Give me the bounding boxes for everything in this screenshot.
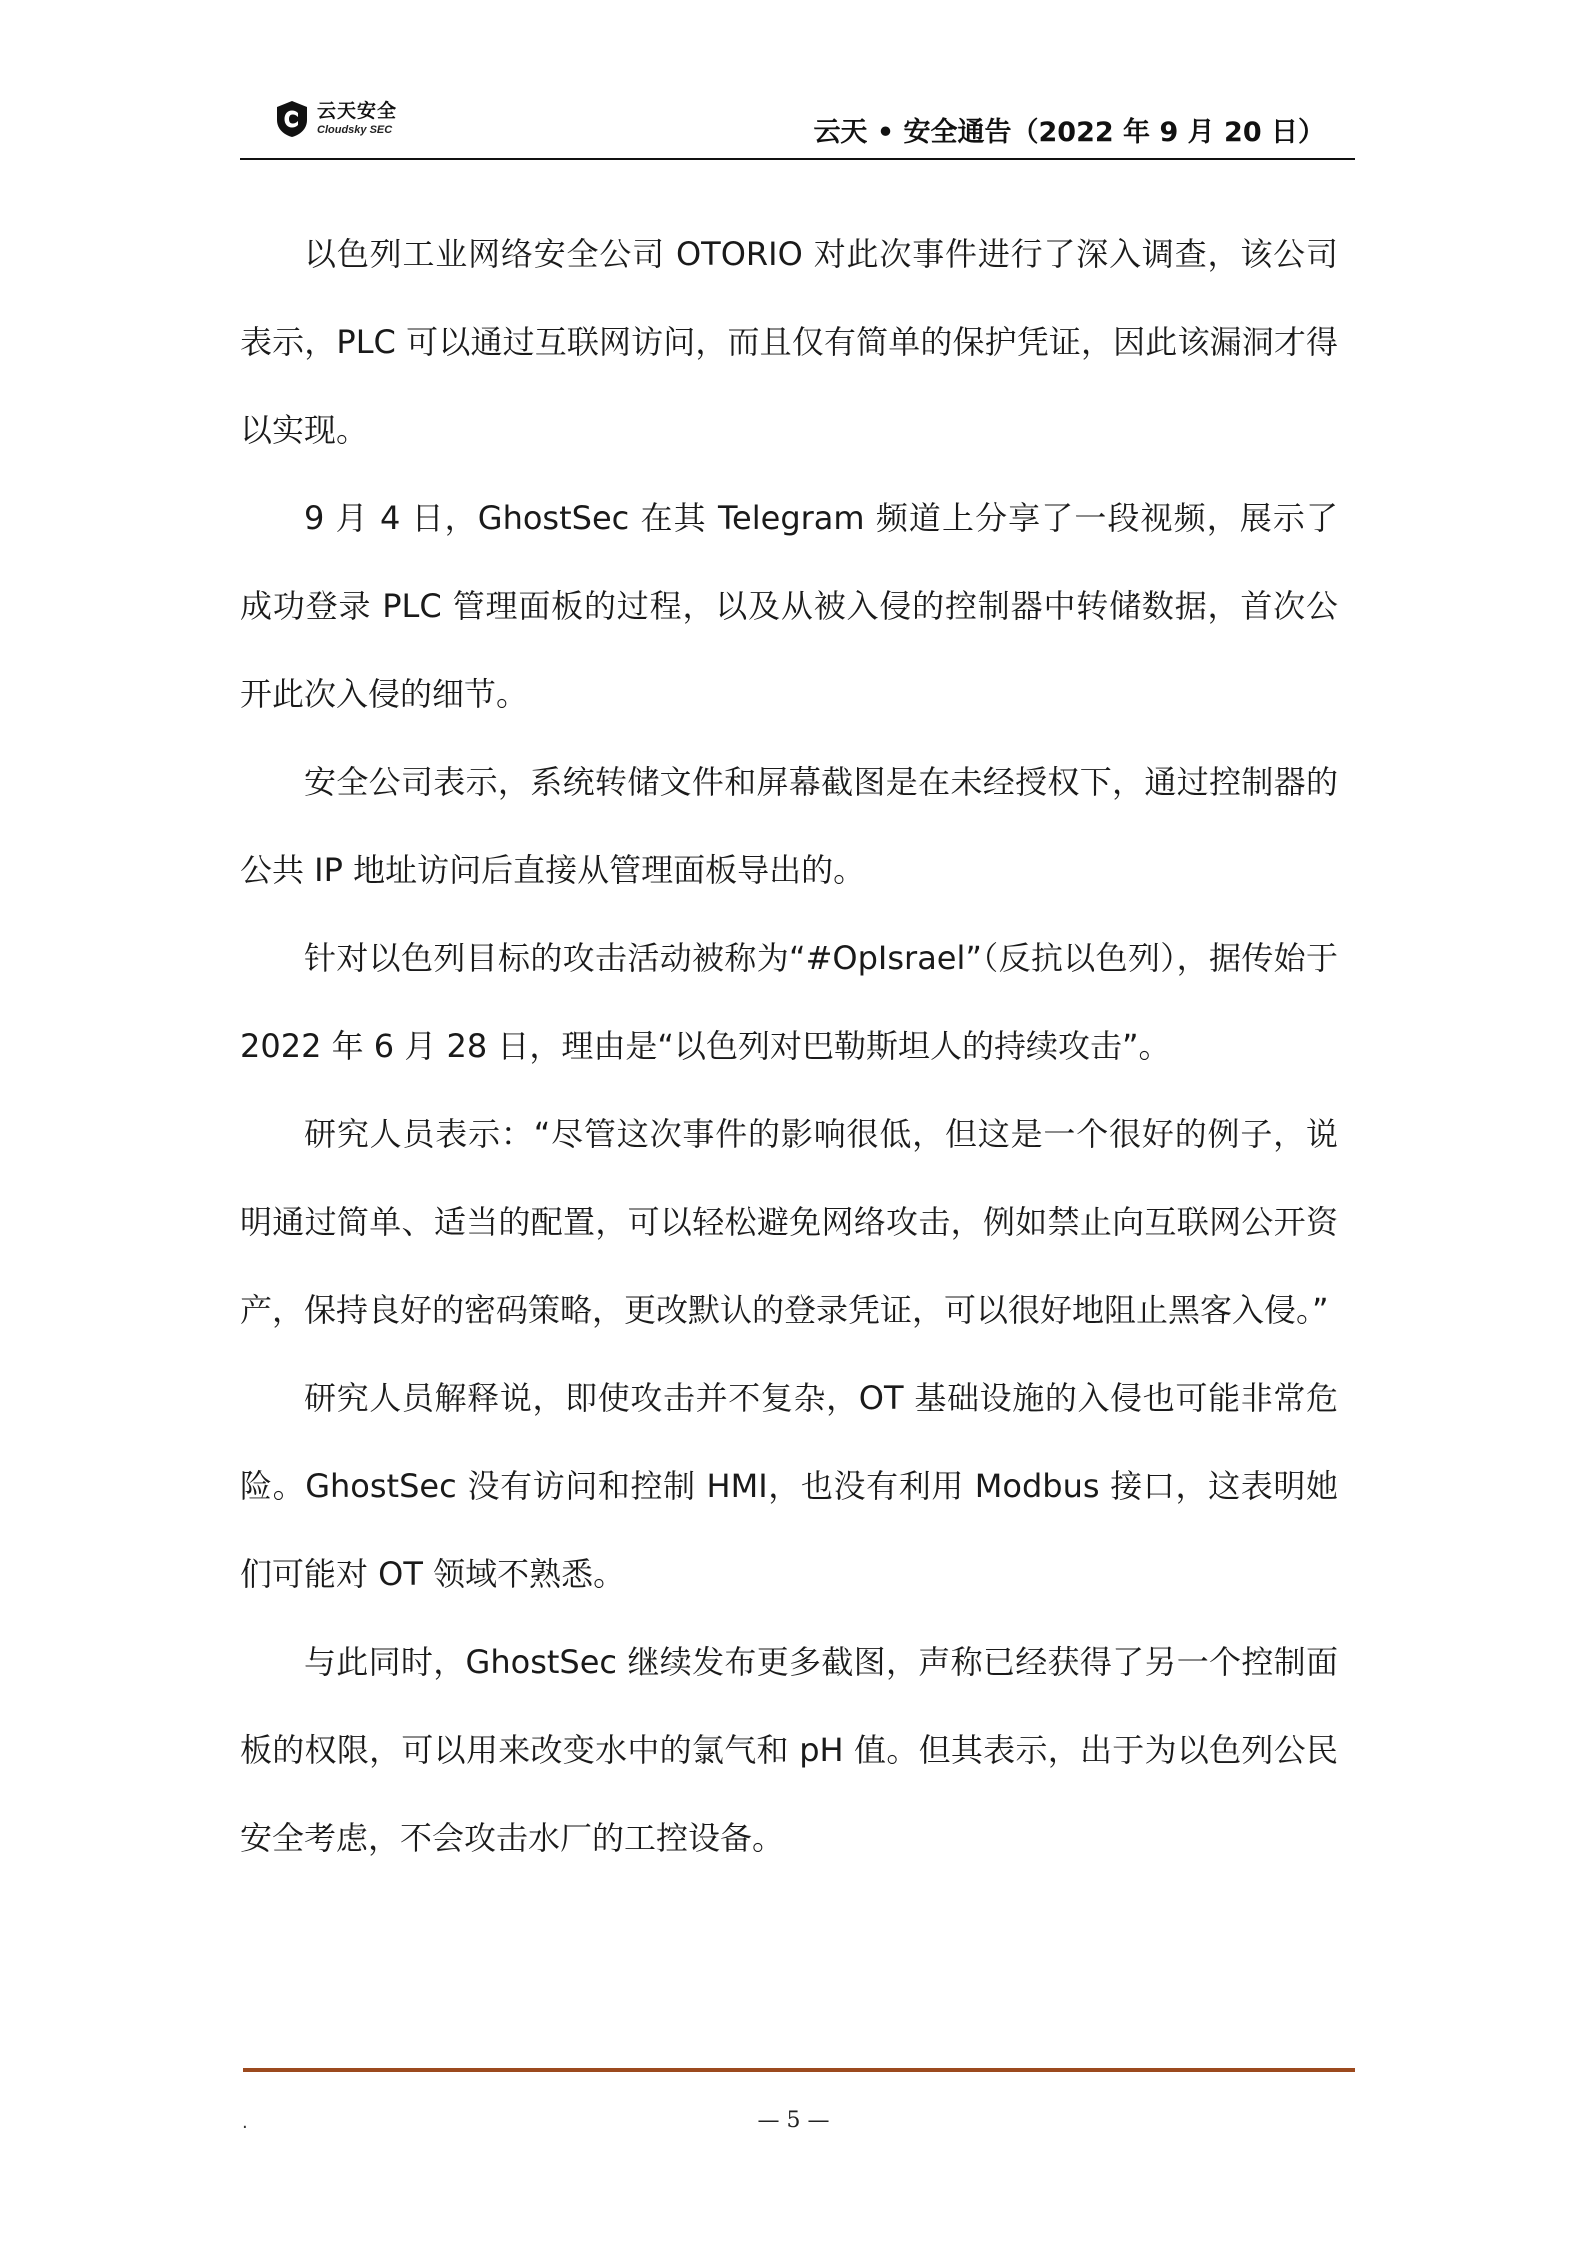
footer-divider	[243, 2068, 1355, 2072]
header-divider	[240, 158, 1355, 160]
paragraph: 研究人员解释说，即使攻击并不复杂，OT 基础设施的入侵也可能非常危险。GhostSec 没有访问和控制 HMI，也没有利用 Modbus 接口，这表明她们可能对 OT 领域不熟悉。	[240, 1379, 1338, 1593]
paragraph: 安全公司表示，系统转储文件和屏幕截图是在未经授权下，通过控制器的公共 IP 地址访问后直接从管理面板导出的。	[240, 763, 1338, 889]
company-logo	[275, 100, 397, 138]
cloudsky-logo-icon	[275, 100, 309, 138]
bulletin-title: 云天 • 安全通告（2022 年 9 月 20 日）	[813, 117, 1325, 148]
paragraph: 针对以色列目标的攻击活动被称为“#OpIsrael”（反抗以色列），据传始于 2022 年 6 月 28 日，理由是“以色列对巴勒斯坦人的持续攻击”。	[240, 939, 1338, 1065]
paragraph: 9 月 4 日，GhostSec 在其 Telegram 频道上分享了一段视频，展示了成功登录 PLC 管理面板的过程，以及从被入侵的控制器中转储数据，首次公开此次入侵的细节。	[240, 499, 1338, 713]
footer-mark: .	[242, 2112, 248, 2133]
page-number: — 5 —	[757, 2108, 830, 2133]
paragraph: 与此同时，GhostSec 继续发布更多截图，声称已经获得了另一个控制面板的权限，可以用来改变水中的氯气和 pH 值。但其表示，出于为以色列公民安全考虑，不会攻击水厂的工控设备。	[240, 1643, 1338, 1857]
page-header	[240, 92, 1355, 156]
article-body	[240, 210, 1338, 1882]
logo-chinese-name: 云天安全	[317, 100, 398, 122]
paragraph: 研究人员表示：“尽管这次事件的影响很低，但这是一个很好的例子，说明通过简单、适当的配置，可以轻松避免网络攻击，例如禁止向互联网公开资产，保持良好的密码策略，更改默认的登录凭证，可以很好地阻止黑客入侵。”	[240, 1115, 1338, 1329]
paragraph: 以色列工业网络安全公司 OTORIO 对此次事件进行了深入调查，该公司表示，PLC 可以通过互联网访问，而且仅有简单的保护凭证，因此该漏洞才得以实现。	[240, 235, 1338, 449]
logo-english-name: Cloudsky SEC	[317, 124, 393, 136]
